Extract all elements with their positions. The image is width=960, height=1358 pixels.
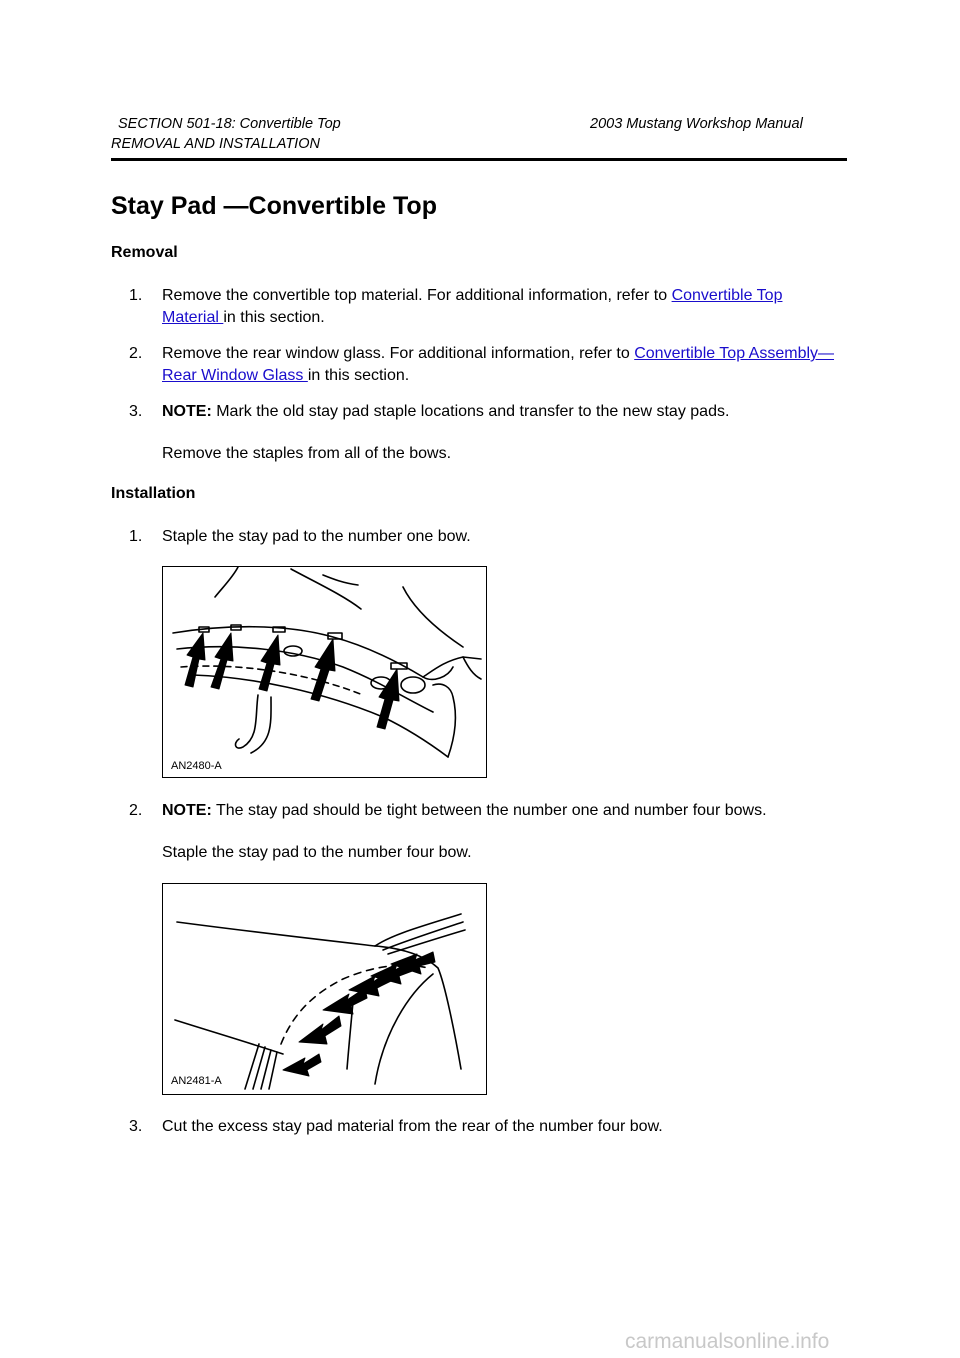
rear-window-glass-link-line-1: Convertible Top Assembly— (634, 345, 835, 362)
installation-step-2-note (162, 800, 852, 822)
removal-step-1-pre: Remove the convertible top material. For additional information, refer to (162, 287, 672, 304)
installation-step-2-text: Staple the stay pad to the number four bow. (162, 844, 472, 861)
header-manual-title: 2003 Mustang Workshop Manual (590, 116, 803, 132)
figure-an2481a (162, 883, 487, 1095)
removal-step-1-post: in this section. (223, 309, 325, 326)
removal-step-3-note (162, 401, 852, 423)
installation-step-1-text: Staple the stay pad to the number one bow. (162, 528, 471, 545)
staple-number-one-bow-illustration (163, 567, 486, 777)
figure-id-an2481a: AN2481-A (171, 1075, 222, 1087)
note-text: Mark the old stay pad staple locations and transfer to the new stay pads. (211, 403, 730, 420)
removal-step-3-text: Remove the staples from all of the bows. (162, 445, 452, 462)
rear-window-glass-link-line-2: Rear Window Glass (162, 367, 308, 384)
installation-heading: Installation (111, 485, 196, 502)
convertible-top-material-link-line-2: Material (162, 309, 224, 326)
convertible-top-material-link-line-1: Convertible Top (671, 287, 783, 304)
removal-step-2-text (162, 343, 852, 387)
note-label: NOTE: (162, 403, 212, 420)
removal-step-2-number: 2. (129, 345, 143, 362)
installation-step-1-number: 1. (129, 528, 143, 545)
removal-step-2-post: in this section. (307, 367, 410, 384)
installation-step-3-text: Cut the excess stay pad material from the rear of the number four bow. (162, 1118, 663, 1135)
installation-step-3-number: 3. (129, 1118, 143, 1135)
header-divider (111, 158, 847, 161)
watermark: carmanualsonline.info (625, 1330, 830, 1353)
header-section: SECTION 501-18: Convertible Top (118, 116, 341, 132)
figure-an2480a (162, 566, 487, 778)
removal-heading: Removal (111, 244, 178, 261)
removal-step-1-number: 1. (129, 287, 143, 304)
staple-number-four-bow-illustration (163, 884, 486, 1094)
removal-step-1-text (162, 285, 852, 329)
note-label: NOTE: (162, 802, 212, 819)
removal-step-2-pre: Remove the rear window glass. For additional information, refer to (162, 345, 635, 362)
note-text: The stay pad should be tight between the number one and number four bows. (211, 802, 767, 819)
header-subtitle: REMOVAL AND INSTALLATION (111, 136, 320, 152)
page-title: Stay Pad —Convertible Top (111, 192, 437, 220)
removal-step-3-number: 3. (129, 403, 143, 420)
installation-step-2-number: 2. (129, 802, 143, 819)
figure-id-an2480a: AN2480-A (171, 760, 222, 772)
